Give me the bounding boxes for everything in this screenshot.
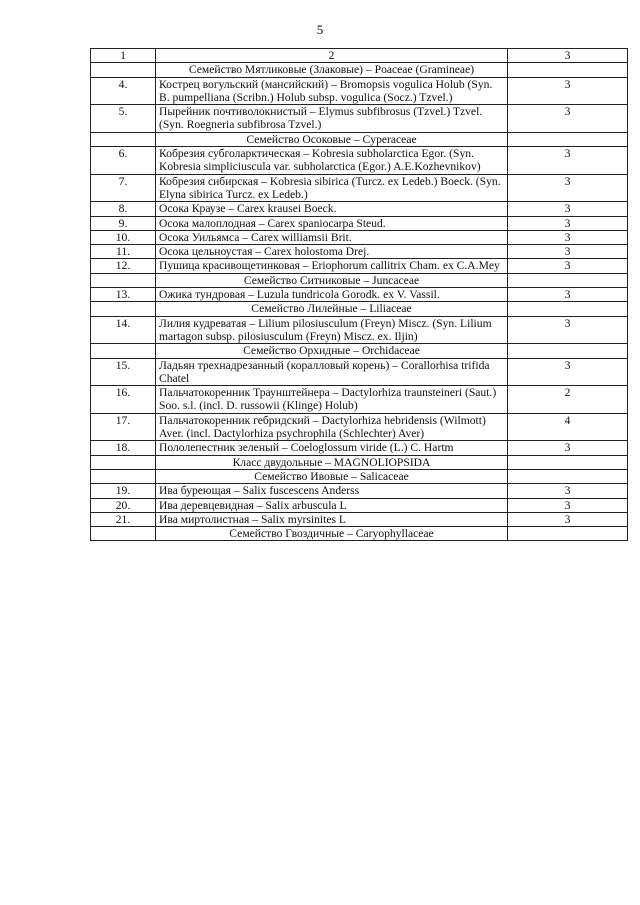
species-number: 17. (91, 413, 156, 441)
species-number: 9. (91, 216, 156, 230)
species-name: Кострец вогульский (мансийский) – Bromopsis vogulica Holub (Syn. B. pumpelliana (Scribn.) Holub subsp. vogulica (Socz.) Tzvel.) (156, 77, 508, 105)
species-row (91, 441, 628, 455)
section-row (91, 469, 628, 483)
species-category: 3 (508, 288, 628, 302)
species-category: 3 (508, 245, 628, 259)
species-name: Ива деревцевидная – Salix arbuscula L (156, 498, 508, 512)
species-row (91, 413, 628, 441)
species-name: Ива буреющая – Salix fuscescens Anderss (156, 484, 508, 498)
species-category: 3 (508, 512, 628, 526)
species-category: 3 (508, 230, 628, 244)
species-name: Пальчатокоренник гебридский – Dactylorhiza hebridensis (Wilmott) Aver. (incl. Dactylorhiza psychrophila (Schlechter) Aver) (156, 413, 508, 441)
species-number: 10. (91, 230, 156, 244)
species-row (91, 512, 628, 526)
species-name: Осока малоплодная – Carex spaniocarpa Steud. (156, 216, 508, 230)
section-title: Семейство Мятликовые (Злаковые) – Poaceae (Gramineae) (156, 63, 508, 77)
species-row (91, 288, 628, 302)
species-row (91, 259, 628, 273)
species-name: Ива миртолистная – Salix myrsinites L (156, 512, 508, 526)
species-number: 11. (91, 245, 156, 259)
species-name: Осока цельноустая – Carex holostoma Drej. (156, 245, 508, 259)
section-blank-cell (508, 132, 628, 146)
section-blank-cell (91, 469, 156, 483)
species-number: 8. (91, 202, 156, 216)
section-blank-cell (508, 469, 628, 483)
section-title: Семейство Гвоздичные – Caryophyllaceae (156, 527, 508, 541)
species-number: 20. (91, 498, 156, 512)
section-title: Семейство Осоковые – Cyperaceae (156, 132, 508, 146)
species-row (91, 358, 628, 386)
section-row (91, 132, 628, 146)
species-row (91, 105, 628, 133)
species-category: 3 (508, 484, 628, 498)
species-name: Осока Уильямса – Carex williamsii Brit. (156, 230, 508, 244)
section-blank-cell (91, 132, 156, 146)
header-col-number: 1 (91, 49, 156, 63)
section-blank-cell (91, 63, 156, 77)
species-number: 5. (91, 105, 156, 133)
section-title: Семейство Ивовые – Salicaceae (156, 469, 508, 483)
section-title: Класс двудольные – MAGNOLIOPSIDA (156, 455, 508, 469)
section-row (91, 344, 628, 358)
species-name: Лилия кудреватая – Lilium pilosiusculum (Freyn) Miscz. (Syn. Lilium martagon subsp. pilosiusculum (Freyn) Miscz. ex. Iljin) (156, 316, 508, 344)
section-blank-cell (508, 302, 628, 316)
species-row (91, 498, 628, 512)
species-number: 16. (91, 386, 156, 414)
species-category: 3 (508, 441, 628, 455)
species-row (91, 386, 628, 414)
species-number: 13. (91, 288, 156, 302)
section-title: Семейство Ситниковые – Juncaceae (156, 273, 508, 287)
species-category: 3 (508, 105, 628, 133)
section-blank-cell (508, 455, 628, 469)
species-category: 3 (508, 498, 628, 512)
species-number: 15. (91, 358, 156, 386)
species-category: 3 (508, 77, 628, 105)
species-category: 2 (508, 386, 628, 414)
species-number: 21. (91, 512, 156, 526)
species-number: 14. (91, 316, 156, 344)
species-name: Кобрезия сибирская – Kobresia sibirica (Turcz. ex Ledeb.) Boeck. (Syn. Elyna sibirica Turcz. ex Ledeb.) (156, 174, 508, 202)
header-col-category: 3 (508, 49, 628, 63)
species-row (91, 230, 628, 244)
species-table (90, 48, 628, 541)
species-number: 12. (91, 259, 156, 273)
species-name: Осока Краузе – Carex krausei Boeck. (156, 202, 508, 216)
species-number: 7. (91, 174, 156, 202)
species-category: 3 (508, 316, 628, 344)
section-row (91, 527, 628, 541)
species-category: 4 (508, 413, 628, 441)
species-row (91, 484, 628, 498)
species-row (91, 216, 628, 230)
species-name: Пушица красивощетинковая – Eriophorum callitrix Cham. ex C.A.Mey (156, 259, 508, 273)
species-row (91, 202, 628, 216)
section-title: Семейство Орхидные – Orchidaceae (156, 344, 508, 358)
section-blank-cell (91, 527, 156, 541)
species-table-body (91, 49, 628, 541)
section-blank-cell (508, 527, 628, 541)
species-number: 19. (91, 484, 156, 498)
section-blank-cell (508, 344, 628, 358)
header-col-name: 2 (156, 49, 508, 63)
species-name: Пальчатокоренник Траунштейнера – Dactylorhiza traunsteineri (Saut.) Soo. s.l. (incl. D. russowii (Klinge) Holub) (156, 386, 508, 414)
section-blank-cell (91, 455, 156, 469)
species-category: 3 (508, 216, 628, 230)
species-category: 3 (508, 259, 628, 273)
species-number: 18. (91, 441, 156, 455)
section-row (91, 63, 628, 77)
species-category: 3 (508, 174, 628, 202)
species-row (91, 174, 628, 202)
section-row (91, 273, 628, 287)
species-number: 4. (91, 77, 156, 105)
species-row (91, 245, 628, 259)
species-row (91, 77, 628, 105)
species-row (91, 147, 628, 175)
species-name: Ладьян трехнадрезанный (коралловый корень) – Corallorhisa trifida Chatel (156, 358, 508, 386)
section-blank-cell (91, 273, 156, 287)
species-name: Кобрезия субголарктическая – Kobresia subholarctica Egor. (Syn. Kobresia simpliciuscula var. subholarctica (Egor.) A.E.Kozhevnikov) (156, 147, 508, 175)
species-number: 6. (91, 147, 156, 175)
header-row (91, 49, 628, 63)
section-row (91, 302, 628, 316)
section-blank-cell (508, 63, 628, 77)
page-number: 5 (316, 22, 324, 37)
section-title: Семейство Лилейные – Liliaceae (156, 302, 508, 316)
section-blank-cell (91, 302, 156, 316)
section-row (91, 455, 628, 469)
section-blank-cell (91, 344, 156, 358)
species-name: Пололепестник зеленый – Coeloglossum viride (L.) C. Hartm (156, 441, 508, 455)
species-category: 3 (508, 147, 628, 175)
species-name: Ожика тундровая – Luzula tundricola Gorodk. ex V. Vassil. (156, 288, 508, 302)
species-name: Пырейник почтиволокнистый – Elymus subfibrosus (Tzvel.) Tzvel. (Syn. Roegneria subfibrosa Tzvel.) (156, 105, 508, 133)
species-category: 3 (508, 358, 628, 386)
species-row (91, 316, 628, 344)
section-blank-cell (508, 273, 628, 287)
species-category: 3 (508, 202, 628, 216)
